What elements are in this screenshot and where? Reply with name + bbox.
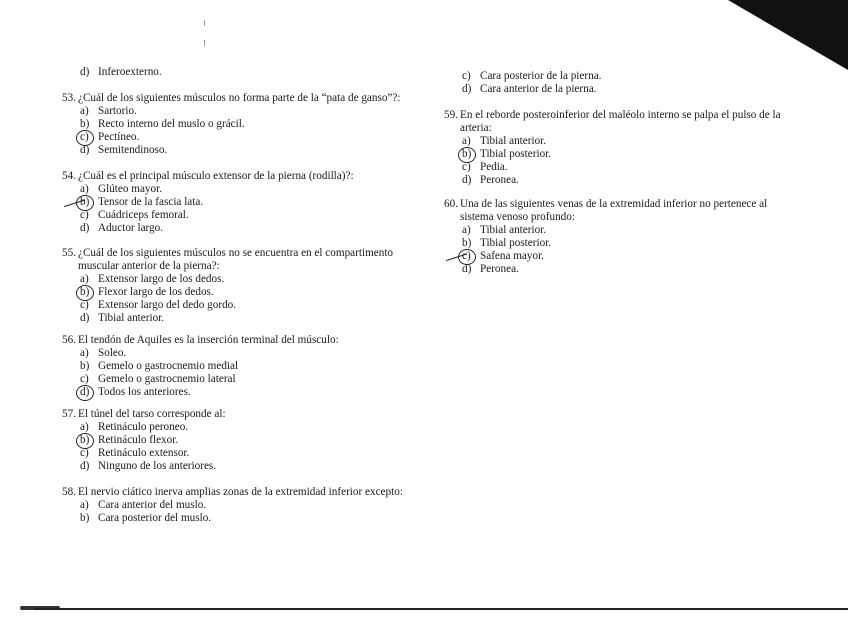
option-d[interactable] [444,263,789,276]
scan-speck [204,20,205,26]
option-text: Pedia. [480,160,508,173]
question-59 [444,109,789,186]
question-prompt: El túnel del tarso corresponde al: [78,408,226,420]
option-a[interactable] [444,135,789,148]
option-c[interactable] [62,131,422,144]
option-letter: a) [80,182,89,195]
option-text: Cara anterior de la pierna. [480,82,597,95]
option-letter: b) [80,511,90,524]
option-c[interactable] [444,161,789,174]
option-d[interactable] [62,386,422,399]
option-b[interactable] [62,196,422,209]
option-text: Inferoexterno. [98,66,162,78]
question-text [444,109,789,135]
left-column [62,66,422,524]
option-d[interactable] [444,174,789,187]
option-letter: b) [80,285,90,298]
question-number: 56. [62,334,76,346]
question-text [62,92,422,105]
option-a[interactable] [62,347,422,360]
option-b[interactable] [62,512,422,525]
question-text [62,486,422,499]
option-d[interactable] [62,460,422,473]
option-letter: a) [80,346,89,359]
question-55 [62,247,422,324]
option-letter: a) [462,134,471,147]
option-text: Cara posterior de la pierna. [480,70,602,82]
option-letter: d) [462,262,472,275]
option-c-prev[interactable] [444,70,789,83]
question-number: 54. [62,170,76,182]
option-text: Todos los anteriores. [98,385,191,398]
option-letter: b) [80,433,90,446]
option-letter: b) [80,359,90,372]
option-d-prev[interactable] [444,83,789,96]
question-53 [62,92,422,157]
option-d[interactable] [62,144,422,157]
question-prompt: Una de las siguientes venas de la extremidad inferior no pertenece al sistema venoso profundo: [460,198,768,223]
option-text: Cuádriceps femoral. [98,208,189,221]
option-text: Semitendinoso. [98,143,168,156]
question-number: 59. [444,109,458,121]
scan-bottom-edge [34,608,848,610]
option-a[interactable] [62,105,422,118]
option-c[interactable] [62,299,422,312]
option-text: Cara posterior del muslo. [98,511,212,524]
question-prompt: ¿Cuál es el principal músculo extensor de la pierna (rodilla)?: [78,170,354,182]
question-prompt: ¿Cuál de los siguientes músculos no forma parte de la “pata de ganso”?: [78,92,401,104]
option-text: Ninguno de los anteriores. [98,459,217,472]
option-letter: b) [80,117,90,130]
option-text: Tensor de la fascia lata. [98,195,204,208]
option-b[interactable] [444,148,789,161]
option-text: Sartorio. [98,104,137,117]
option-text: Tibial posterior. [480,236,552,249]
option-letter: c) [80,446,89,459]
option-text: Gemelo o gastrocnemio medial [98,359,239,372]
question-number: 55. [62,247,76,259]
option-letter: d) [80,66,90,78]
question-prompt: El tendón de Aquiles es la inserción terminal del músculo: [78,334,339,346]
option-text: Gemelo o gastrocnemio lateral [98,372,236,385]
question-text [62,247,422,273]
question-54 [62,170,422,235]
question-number: 58. [62,486,76,498]
option-a[interactable] [62,421,422,434]
option-text: Retináculo flexor. [98,433,179,446]
option-b[interactable] [62,286,422,299]
option-text: Extensor largo de los dedos. [98,272,225,285]
option-letter: d) [80,311,90,324]
option-text: Safena mayor. [480,249,544,262]
option-letter: c) [462,160,471,173]
option-letter: d) [80,221,90,234]
question-text [444,198,789,224]
option-letter: b) [462,236,472,249]
option-text: Cara anterior del muslo. [98,498,207,511]
option-letter: c) [462,70,471,82]
option-text: Peronea. [480,262,519,275]
option-letter: c) [80,130,89,143]
question-56 [62,334,422,399]
option-d[interactable] [62,222,422,235]
option-b[interactable] [444,237,789,250]
option-letter: a) [80,420,89,433]
option-b[interactable] [62,434,422,447]
question-number: 53. [62,92,76,104]
question-57 [62,408,422,473]
option-text: Tibial posterior. [480,147,552,160]
option-letter: d) [462,173,472,186]
option-letter: c) [80,298,89,311]
option-text: Peronea. [480,173,519,186]
question-text [62,408,422,421]
option-letter: b) [462,147,472,160]
option-letter: b) [80,195,90,208]
option-a[interactable] [62,499,422,512]
question-60 [444,198,789,275]
question-prompt: En el reborde posteroinferior del maléolo interno se palpa el pulso de la arteria: [460,109,781,134]
question-prompt: ¿Cuál de los siguientes músculos no se encuentra en el compartimento muscular anterior de la pierna?: [78,247,394,272]
option-b[interactable] [62,360,422,373]
option-c[interactable] [444,250,789,263]
option-a[interactable] [62,273,422,286]
option-c[interactable] [62,209,422,222]
option-text: Tibial anterior. [98,311,165,324]
option-text: Glúteo mayor. [98,182,163,195]
option-text: Tibial anterior. [480,223,547,236]
option-letter: d) [80,385,90,398]
option-letter: d) [80,459,90,472]
option-text: Flexor largo de los dedos. [98,285,214,298]
option-letter: a) [80,498,89,511]
option-text: Aductor largo. [98,221,164,234]
option-text: Retináculo extensor. [98,446,190,459]
option-c[interactable] [62,447,422,460]
option-letter: a) [80,272,89,285]
option-letter: a) [80,104,89,117]
right-column [444,70,789,275]
option-d[interactable] [62,312,422,325]
option-text: Recto interno del muslo o grácil. [98,117,245,130]
option-a[interactable] [62,183,422,196]
question-number: 60. [444,198,458,210]
option-letter: d) [80,143,90,156]
option-text: Extensor largo del dedo gordo. [98,298,237,311]
scan-speck [204,40,205,46]
option-letter: a) [462,223,471,236]
option-letter: c) [80,372,89,385]
option-d-prev[interactable] [62,66,422,79]
option-text: Pectíneo. [98,130,140,143]
question-text [62,170,422,183]
question-number: 57. [62,408,76,420]
option-letter: c) [80,208,89,221]
option-text: Soleo. [98,346,127,359]
option-letter: c) [462,249,471,262]
option-c[interactable] [62,373,422,386]
option-a[interactable] [444,224,789,237]
option-b[interactable] [62,118,422,131]
question-prompt: El nervio ciático inerva amplias zonas de la extremidad inferior excepto: [78,486,403,498]
option-letter: d) [462,82,472,95]
option-text: Tibial anterior. [480,134,547,147]
question-58 [62,486,422,525]
question-text [62,334,422,347]
option-text: Retináculo peroneo. [98,420,189,433]
